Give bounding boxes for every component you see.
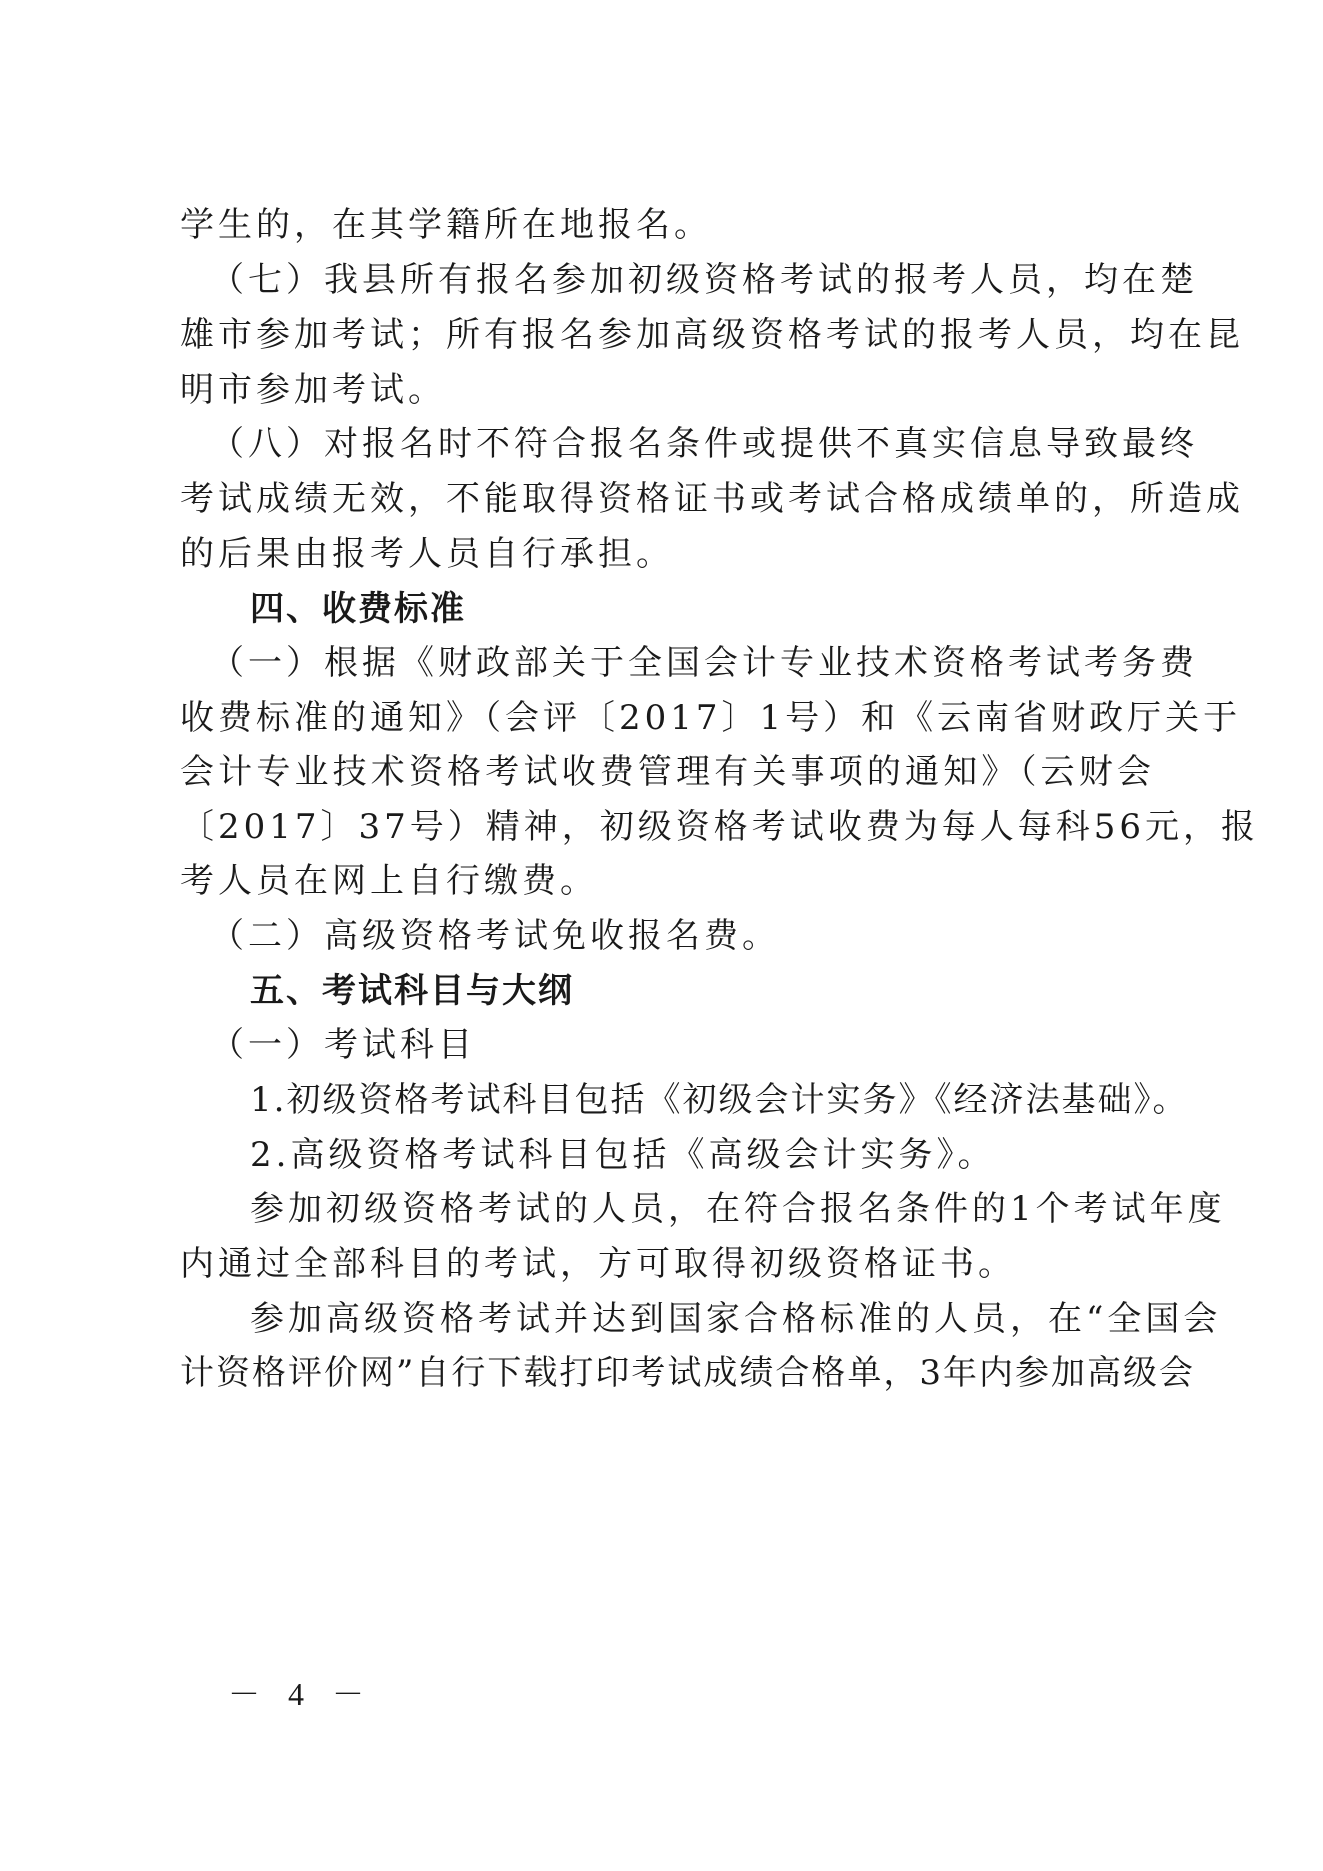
- paragraph-line: 的后果由报考人员自行承担。: [180, 534, 674, 574]
- paragraph-line: 考试成绩无效，不能取得资格证书或考试合格成绩单的，所造成: [180, 479, 1244, 519]
- paragraph-line: 2.高级资格考试科目包括《高级会计实务》。: [250, 1135, 996, 1175]
- paragraph-line: 〔2017〕37号）精神，初级资格考试收费为每人每科56元，报: [180, 807, 1260, 847]
- paragraph-line: 学生的，在其学籍所在地报名。: [180, 205, 712, 245]
- paragraph-line: 雄市参加考试；所有报名参加高级资格考试的报考人员，均在昆: [180, 315, 1244, 355]
- paragraph-line: 会计专业技术资格考试收费管理有关事项的通知》（云财会: [180, 752, 1155, 792]
- paragraph-line: 计资格评价网”自行下载打印考试成绩合格单，3年内参加高级会: [180, 1353, 1196, 1393]
- paragraph-line: 参加初级资格考试的人员，在符合报名条件的1个考试年度: [250, 1189, 1226, 1229]
- section-heading: 五、考试科目与大纲: [250, 971, 574, 1011]
- paragraph-line: 1.初级资格考试科目包括《初级会计实务》《经济法基础》。: [250, 1080, 1189, 1120]
- paragraph-line: 明市参加考试。: [180, 370, 446, 410]
- paragraph-line: （二）高级资格考试免收报名费。: [210, 916, 780, 956]
- paragraph-line: 考人员在网上自行缴费。: [180, 861, 598, 901]
- paragraph-line: （七）我县所有报名参加初级资格考试的报考人员，均在楚: [210, 260, 1198, 300]
- paragraph-line: 参加高级资格考试并达到国家合格标准的人员，在“全国会: [250, 1299, 1222, 1339]
- paragraph-line: 内通过全部科目的考试，方可取得初级资格证书。: [180, 1244, 1016, 1284]
- paragraph-line: （八）对报名时不符合报名条件或提供不真实信息导致最终: [210, 424, 1198, 464]
- paragraph-line: （一）考试科目: [210, 1025, 476, 1065]
- paragraph-line: （一）根据《财政部关于全国会计专业技术资格考试考务费: [210, 643, 1198, 683]
- page-number: － 4 －: [228, 1676, 375, 1712]
- section-heading: 四、收费标准: [250, 589, 466, 629]
- paragraph-line: 收费标准的通知》（会评〔2017〕1号）和《云南省财政厅关于: [180, 698, 1242, 738]
